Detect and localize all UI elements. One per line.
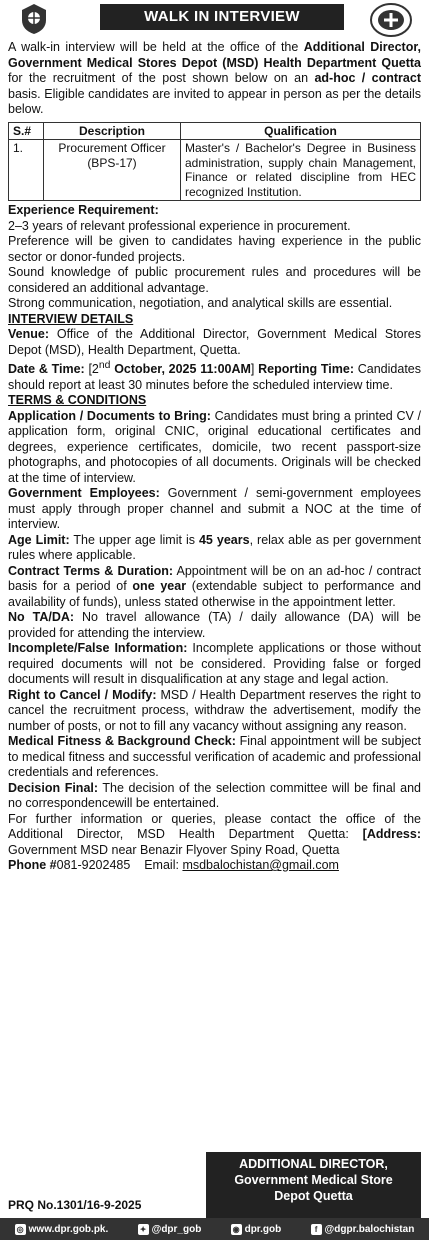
experience-line: 2–3 years of relevant professional experience in procurement. [8,218,351,233]
row-qualification: Master's / Bachelor's Degree in Business administration, supply chain Management, Finance or related discipline from HEC recognized Institution. [181,140,421,201]
signature-block [206,1152,421,1218]
social-bar [0,1218,429,1240]
facebook-icon: f [311,1224,322,1235]
post-name: Procurement Officer [58,141,166,155]
experience-line: Sound knowledge of public procurement rules and procedures will be considered an additional advantage. [8,265,421,295]
health-department-logo-icon [369,2,413,38]
signature-title: ADDITIONAL DIRECTOR, [239,1157,388,1171]
terms-title: TERMS & CONDITIONS [8,393,147,408]
post-scale: (BPS-17) [87,155,137,170]
signature-location: Depot Quetta [274,1189,353,1203]
row-sno: 1. [9,140,44,201]
globe-icon: ◎ [15,1224,26,1235]
website-link[interactable]: ◎ www.dpr.gob.pk. [16,1223,109,1235]
terms-item: Application / Documents to Bring: Candidates must bring a printed CV / application form, original CNIC, original educational certificates and degrees, experience certificates, domicile, two recent passport-size photographs, and photocopies of all documents. Originals will be checked at the time of interview. [8,408,421,485]
date-time-paragraph: Date & Time: [2nd October, 2025 11:00AM] Reporting Time: Candidates should report at least 30 minutes before the scheduled interview time. [8,360,421,392]
email-link[interactable]: msdbalochistan@gmail.com [182,858,339,873]
interview-details-title: INTERVIEW DETAILS [8,311,134,326]
venue-paragraph: Venue: Office of the Additional Director, Government Medical Stores Depot (MSD), Health Department, Quetta. [8,327,421,357]
row-description [44,140,181,201]
contact-phone-email: Phone #081-9202485 Email: msdbalochistan@gmail.com [8,858,339,873]
terms-item: Government Employees: Government / semi-government employees must apply through proper channel and submit a NOC at the time of interview. [8,486,421,532]
instagram-link[interactable]: ◉ dpr.gob [232,1223,282,1235]
column-header-sno: S.# [9,122,44,140]
experience-line: Strong communication, negotiation, and analytical skills are essential. [8,296,393,310]
prq-number: PRQ No.1301/16-9-2025 [8,1198,142,1212]
terms-item: No TA/DA: No travel allowance (TA) / daily allowance (DA) will be provided for attending the interview. [8,610,421,640]
footer [0,1152,429,1241]
terms-item: Decision Final: The decision of the selection committee will be final and no correspondencewill be entertained. [8,780,421,811]
column-header-qualification: Qualification [181,122,421,140]
twitter-link[interactable]: ✦ @dpr_gob [138,1224,202,1235]
experience-title: Experience Requirement: [8,203,159,217]
table-row [9,140,421,201]
column-header-description: Description [44,122,181,140]
terms-item: Age Limit: The upper age limit is 45 years, relax able as per government rules where applicable. [8,532,422,563]
page-title: WALK IN INTERVIEW [100,4,344,30]
table-header-row [9,122,421,140]
phone-number: 081-9202485 [56,858,131,873]
contact-paragraph: For further information or queries, please contact the office of the Additional Director, MSD Health Department Quetta: [Address: Government MSD near Benazir Flyover Spiny Road, Quetta [8,811,421,857]
signature-office: Government Medical Store [234,1173,393,1187]
facebook-link[interactable]: f @dgpr.balochistan [311,1224,415,1235]
experience-line: Preference will be given to candidates having experience in the public sector or donor-funded projects. [8,234,421,264]
terms-item: Incomplete/False Information: Incomplete applications or those without required documents will not be considered. Providing false or forged documents will result in disqualification at any stage and legal action. [8,641,421,687]
government-emblem-icon [16,2,52,36]
terms-item: Contract Terms & Duration: Appointment will be on an ad-hoc / contract basis for a period of one year (extendable subject to performance and availability of funds), unless stated otherwise in the appointment letter. [8,563,421,609]
posts-table [8,122,421,202]
terms-item: Right to Cancel / Modify: MSD / Health Department reserves the right to cancel the recruitment process, withdraw the advertisement, modify the number of posts, or not to fill any vacancy without assigning any reason. [8,687,421,733]
intro-paragraph: A walk-in interview will be held at the office of the Additional Director, Government Medical Stores Depot (MSD) Health Department Quetta for the recruitment of the post shown below on an ad-hoc / contract basis. Eligible candidates are invited to appear in person as per the details below. [8,40,421,116]
header [8,0,421,38]
instagram-icon: ◉ [231,1224,242,1235]
terms-item: Medical Fitness & Background Check: Final appointment will be subject to medical fitness and successful verification of academic and professional credentials and references. [8,734,422,780]
twitter-icon: ✦ [138,1224,149,1235]
